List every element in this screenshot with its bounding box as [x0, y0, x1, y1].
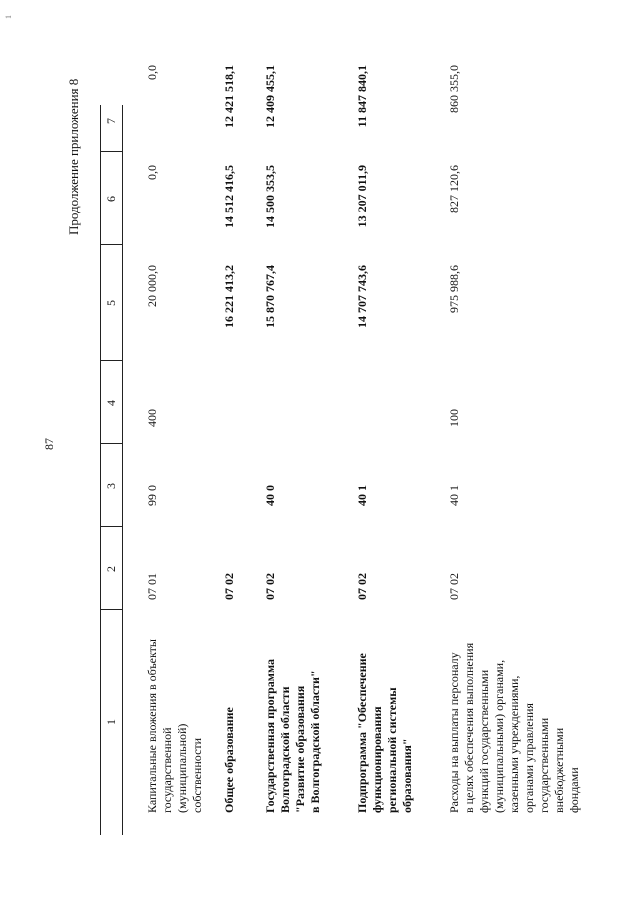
- cell-program-code: 40 1: [355, 485, 369, 506]
- row-label: Расходы на выплаты персоналу в целях обеспечения выполнения функций государственными (муниципальными) органами, казенными учреждениями, органами управления государственными внебюджетными фондами: [447, 642, 581, 813]
- cell-value-col6: 14 512 416,5: [222, 165, 236, 228]
- cell-program-code: 40 0: [263, 485, 277, 506]
- cell-value-col7: 0,0: [145, 65, 159, 80]
- column-number-6: 6: [104, 196, 118, 202]
- row-label: Государственная программа Волгоградской области "Развитие образования в Волгоградской области": [263, 658, 322, 813]
- header-divider: [100, 526, 122, 527]
- row-label: Подпрограмма "Обеспечение функционирования региональной системы образования": [355, 653, 414, 813]
- cell-value-col6: 13 207 011,9: [355, 165, 369, 228]
- header-divider: [100, 151, 122, 152]
- cell-value-col5: 15 870 767,4: [263, 265, 277, 328]
- column-number-5: 5: [104, 300, 118, 306]
- cell-value-col6: 14 500 353,5: [263, 165, 277, 228]
- appendix-caption: Продолжение приложения 8: [66, 78, 81, 235]
- row-label: Капитальные вложения в объекты государственной (муниципальной) собственности: [145, 639, 204, 813]
- cell-section-code: 07 02: [355, 573, 369, 600]
- header-divider: [100, 360, 122, 361]
- cell-value-col7: 12 421 518,1: [222, 65, 236, 128]
- header-divider: [100, 609, 122, 610]
- column-number-1: 1: [104, 719, 118, 725]
- cell-section-code: 07 02: [222, 573, 236, 600]
- header-bottom-rule: [122, 105, 123, 835]
- cell-section-code: 07 02: [263, 573, 277, 600]
- cell-value-col7: 860 355,0: [447, 65, 461, 113]
- cell-value-col5: 16 221 413,2: [222, 265, 236, 328]
- cell-value-col7: 12 409 455,1: [263, 65, 277, 128]
- header-top-rule: [100, 105, 101, 835]
- row-label: Общее образование: [222, 707, 236, 813]
- cell-value-col5: 20 000,0: [145, 265, 159, 307]
- corner-mark: 1: [4, 15, 13, 19]
- column-number-7: 7: [104, 118, 118, 124]
- header-divider: [100, 443, 122, 444]
- cell-value-col7: 11 847 840,1: [355, 65, 369, 128]
- cell-expense-type: 400: [145, 409, 159, 427]
- cell-value-col6: 0,0: [145, 165, 159, 180]
- cell-program-code: 40 1: [447, 485, 461, 506]
- cell-section-code: 07 02: [447, 573, 461, 600]
- cell-section-code: 07 01: [145, 573, 159, 600]
- column-number-2: 2: [104, 566, 118, 572]
- header-divider: [100, 244, 122, 245]
- column-number-3: 3: [104, 483, 118, 489]
- column-number-4: 4: [104, 400, 118, 406]
- cell-value-col5: 975 988,6: [447, 265, 461, 313]
- cell-value-col6: 827 120,6: [447, 165, 461, 213]
- cell-expense-type: 100: [447, 409, 461, 427]
- cell-value-col5: 14 707 743,6: [355, 265, 369, 328]
- cell-program-code: 99 0: [145, 485, 159, 506]
- page-number: 87: [42, 438, 56, 450]
